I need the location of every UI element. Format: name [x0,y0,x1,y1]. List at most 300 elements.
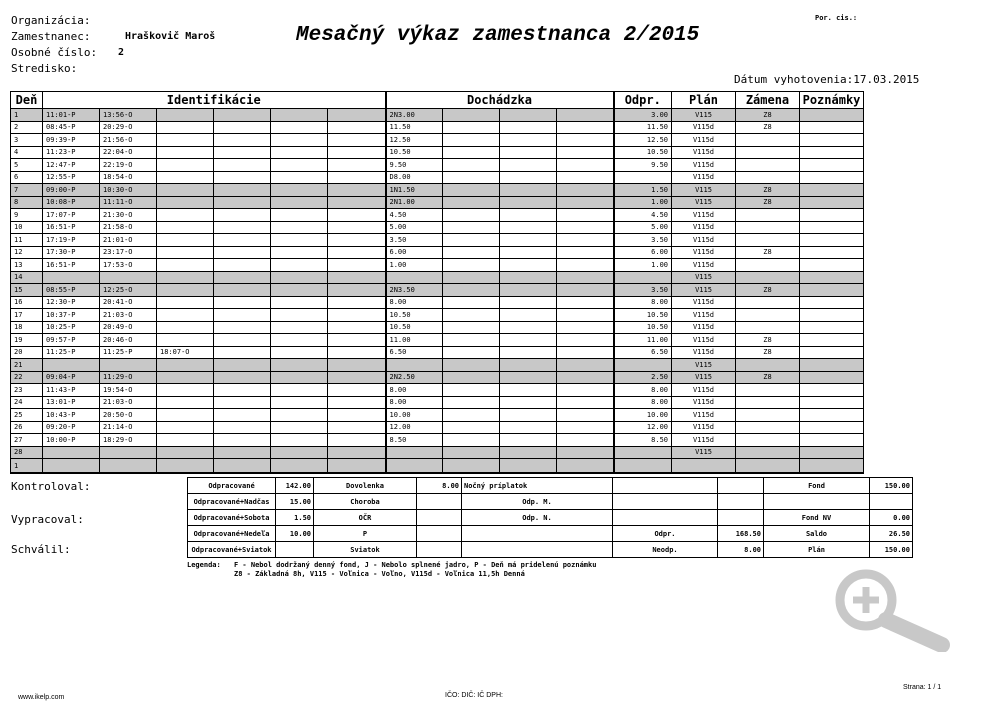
shift-cell: Z8 [736,334,800,347]
plan-cell: V115d [672,434,736,447]
identification-cell: 10:30-O [100,184,157,197]
identification-cell: 17:19-P [43,234,100,247]
identification-cell [328,234,386,247]
attendance-cell [557,296,614,309]
identification-cell [328,184,386,197]
day-cell: 9 [11,209,43,222]
attendance-cell: 6.50 [386,346,443,359]
attendance-cell [443,146,500,159]
day-cell: 18 [11,321,43,334]
plan-cell: V115 [672,184,736,197]
sum-odp-m-label: Odp. M. [462,494,613,510]
attendance-cell [557,396,614,409]
day-cell: 2 [11,121,43,134]
identification-cell: 21:56-O [100,134,157,147]
attendance-cell: 12.00 [386,421,443,434]
notes-cell [800,434,864,447]
identification-cell [328,309,386,322]
attendance-cell [557,334,614,347]
identification-cell [271,146,328,159]
attendance-cell [500,334,557,347]
plan-cell: V115 [672,359,736,372]
identification-cell [157,384,214,397]
day-cell: 11 [11,234,43,247]
attendance-cell [443,246,500,259]
identification-cell [157,446,214,459]
identification-cell [214,434,271,447]
identification-cell [271,434,328,447]
zoom-in-icon[interactable] [832,567,952,656]
table-row [11,359,864,372]
attendance-cell: 8.00 [386,396,443,409]
attendance-cell [557,371,614,384]
attendance-cell [500,196,557,209]
identification-cell [328,359,386,372]
attendance-cell: 2N3.00 [386,109,443,122]
identification-cell [43,271,100,284]
identification-cell: 13:56-O [100,109,157,122]
day-cell: 16 [11,296,43,309]
day-cell: 15 [11,284,43,297]
attendance-cell [443,309,500,322]
plan-cell: V115d [672,346,736,359]
identification-cell: 09:04-P [43,371,100,384]
notes-cell [800,459,864,474]
worked-cell: 10.50 [614,146,672,159]
attendance-cell [500,371,557,384]
attendance-cell [500,434,557,447]
identification-cell [271,384,328,397]
identification-cell [100,271,157,284]
attendance-cell: 2N1.00 [386,196,443,209]
shift-cell [736,384,800,397]
notes-cell [800,196,864,209]
attendance-cell: 12.50 [386,134,443,147]
notes-cell [800,246,864,259]
identification-cell: 11:23-P [43,146,100,159]
shift-cell [736,209,800,222]
attendance-cell [500,409,557,422]
attendance-cell [557,134,614,147]
attendance-cell [443,209,500,222]
identification-cell [214,346,271,359]
plan-cell: V115 [672,196,736,209]
attendance-cell [443,396,500,409]
identification-cell [214,421,271,434]
identification-cell: 17:07-P [43,209,100,222]
worked-cell: 6.50 [614,346,672,359]
identification-cell [271,209,328,222]
shift-cell: Z8 [736,284,800,297]
attendance-cell [500,184,557,197]
identification-cell [214,184,271,197]
attendance-cell [443,384,500,397]
sum-saldo: 26.50 [870,526,913,542]
day-cell: 14 [11,271,43,284]
attendance-cell [443,446,500,459]
identification-cell [157,109,214,122]
table-row [11,259,864,272]
col-identification: Identifikácie [43,92,386,109]
personal-no: 2 [118,47,125,58]
identification-cell: 13:01-P [43,396,100,409]
worked-cell: 3.00 [614,109,672,122]
identification-cell [271,446,328,459]
attendance-cell [443,346,500,359]
shift-cell: Z8 [736,346,800,359]
identification-cell [271,409,328,422]
worked-cell: 8.00 [614,296,672,309]
center-label: Stredisko: [11,62,78,75]
notes-cell [800,309,864,322]
attendance-cell [557,421,614,434]
footer-page: Strana: 1 / 1 [903,684,942,691]
identification-cell [328,209,386,222]
shift-cell [736,396,800,409]
attendance-cell [443,459,500,474]
table-row [11,409,864,422]
attendance-cell [443,321,500,334]
attendance-cell [500,171,557,184]
attendance-cell [557,321,614,334]
shift-cell: Z8 [736,371,800,384]
worked-cell: 3.50 [614,234,672,247]
attendance-cell: 2N2.50 [386,371,443,384]
identification-cell [157,259,214,272]
worked-cell [614,459,672,474]
attendance-cell: 4.50 [386,209,443,222]
attendance-cell [500,134,557,147]
summary-row [188,510,913,526]
attendance-cell [500,259,557,272]
attendance-cell [443,259,500,272]
attendance-cell [386,446,443,459]
plan-cell: V115d [672,146,736,159]
attendance-cell [557,184,614,197]
sum-saturday-label: Odpracované+Sobota [188,510,276,526]
worked-cell [614,446,672,459]
attendance-cell: 2N3.50 [386,284,443,297]
sum-saturday: 1.50 [276,510,314,526]
legend-label: Legenda: [187,561,221,569]
table-row [11,196,864,209]
notes-cell [800,134,864,147]
identification-cell [271,259,328,272]
identification-cell [271,221,328,234]
plan-cell: V115d [672,221,736,234]
table-row [11,346,864,359]
day-cell: 13 [11,259,43,272]
identification-cell: 22:04-O [100,146,157,159]
identification-cell [328,171,386,184]
shift-cell: Z8 [736,109,800,122]
identification-cell [214,321,271,334]
identification-cell [214,396,271,409]
identification-cell [328,284,386,297]
attendance-cell [500,146,557,159]
identification-cell: 21:03-O [100,396,157,409]
sum-holiday-label: Sviatok [314,542,417,558]
identification-cell [214,446,271,459]
identification-cell: 09:57-P [43,334,100,347]
attendance-cell [500,321,557,334]
notes-cell [800,159,864,172]
personal-no-label: Osobné číslo: [11,46,98,59]
identification-cell [214,159,271,172]
plan-cell: V115d [672,396,736,409]
worked-cell: 8.00 [614,396,672,409]
attendance-cell [386,459,443,474]
identification-cell [43,359,100,372]
attendance-cell [500,396,557,409]
table-row [11,184,864,197]
sum-odpr-label: Odpr. [613,526,718,542]
plan-cell: V115d [672,421,736,434]
notes-cell [800,384,864,397]
identification-cell: 18:29-O [100,434,157,447]
attendance-cell [557,209,614,222]
identification-cell: 17:30-P [43,246,100,259]
identification-cell [157,296,214,309]
attendance-cell [500,359,557,372]
identification-cell [271,396,328,409]
identification-cell [271,459,328,474]
identification-cell [214,146,271,159]
day-cell: 28 [11,446,43,459]
plan-cell: V115d [672,409,736,422]
notes-cell [800,284,864,297]
attendance-table [10,91,864,474]
sum-worked: 142.00 [276,478,314,494]
attendance-cell [500,459,557,474]
identification-cell [214,309,271,322]
attendance-cell [443,296,500,309]
notes-cell [800,146,864,159]
notes-cell [800,371,864,384]
sum-vacation-label: Dovolenka [314,478,417,494]
sum-plan: 150.00 [870,542,913,558]
shift-cell: Z8 [736,184,800,197]
plan-cell: V115d [672,121,736,134]
day-cell: 26 [11,421,43,434]
identification-cell: 16:51-P [43,221,100,234]
table-row [11,209,864,222]
attendance-cell: 8.00 [386,384,443,397]
worked-cell: 12.50 [614,134,672,147]
sum-fond: 150.00 [870,478,913,494]
identification-cell [328,396,386,409]
identification-cell: 20:29-O [100,121,157,134]
identification-cell [214,221,271,234]
attendance-cell [557,234,614,247]
plan-cell: V115d [672,234,736,247]
sum-p-label: P [314,526,417,542]
col-plan: Plán [672,92,736,109]
identification-cell [214,109,271,122]
identification-cell [157,159,214,172]
shift-cell [736,146,800,159]
attendance-cell: 10.00 [386,409,443,422]
table-row [11,284,864,297]
identification-cell [328,134,386,147]
identification-cell: 22:19-O [100,159,157,172]
identification-cell [214,409,271,422]
plan-cell: V115 [672,109,736,122]
shift-cell: Z8 [736,246,800,259]
identification-cell [328,159,386,172]
attendance-cell [443,121,500,134]
sum-sunday: 10.00 [276,526,314,542]
identification-cell: 10:37-P [43,309,100,322]
attendance-cell: 1N1.50 [386,184,443,197]
worked-cell: 2.50 [614,371,672,384]
attendance-cell [443,359,500,372]
day-cell: 23 [11,384,43,397]
identification-cell: 11:29-O [100,371,157,384]
attendance-cell: 3.50 [386,234,443,247]
worked-cell: 4.50 [614,209,672,222]
sum-odpr: 168.50 [718,526,764,542]
notes-cell [800,334,864,347]
table-row [11,309,864,322]
attendance-cell [443,196,500,209]
plan-cell: V115d [672,334,736,347]
identification-cell: 11:01-P [43,109,100,122]
identification-cell: 11:25-P [43,346,100,359]
identification-cell [157,459,214,474]
identification-cell [328,246,386,259]
attendance-cell [557,109,614,122]
plan-cell: V115d [672,321,736,334]
attendance-cell [443,171,500,184]
identification-cell: 10:43-P [43,409,100,422]
shift-cell [736,234,800,247]
plan-cell: V115d [672,246,736,259]
identification-cell: 12:47-P [43,159,100,172]
identification-cell [328,271,386,284]
attendance-cell [443,434,500,447]
plan-cell: V115 [672,446,736,459]
day-cell: 5 [11,159,43,172]
notes-cell [800,346,864,359]
identification-cell [157,371,214,384]
worked-cell: 1.50 [614,184,672,197]
attendance-cell [443,284,500,297]
legend-line-1: F - Nebol dodržaný denný fond, J - Nebolo splnené jadro, P - Deň má pridelenú poznámku [234,561,597,569]
plan-cell [672,459,736,474]
day-cell: 25 [11,409,43,422]
attendance-cell: 1.00 [386,259,443,272]
worked-cell: 1.00 [614,196,672,209]
col-worked: Odpr. [614,92,672,109]
identification-cell [271,321,328,334]
table-row [11,171,864,184]
sum-plan-label: Plán [764,542,870,558]
worked-cell: 10.00 [614,409,672,422]
worked-cell [614,359,672,372]
identification-cell [43,446,100,459]
col-attendance: Dochádzka [386,92,614,109]
identification-cell [157,359,214,372]
identification-cell: 20:50-O [100,409,157,422]
attendance-cell [500,421,557,434]
plan-cell: V115d [672,134,736,147]
col-shift: Zámena [736,92,800,109]
worked-cell: 10.50 [614,321,672,334]
identification-cell [271,334,328,347]
sum-saldo-label: Saldo [764,526,870,542]
attendance-cell [557,409,614,422]
table-row [11,159,864,172]
sum-fond-nv: 0.00 [870,510,913,526]
attendance-cell [557,346,614,359]
created-date: Dátum vyhotovenia:17.03.2015 [734,73,920,86]
identification-cell [157,134,214,147]
shift-cell [736,434,800,447]
attendance-cell [443,184,500,197]
attendance-cell [557,384,614,397]
day-cell: 7 [11,184,43,197]
shift-cell [736,309,800,322]
sum-neodp-label: Neodp. [613,542,718,558]
employee-label: Zamestnanec: [11,30,91,43]
identification-cell: 12:30-P [43,296,100,309]
summary-row [188,494,913,510]
shift-cell [736,171,800,184]
worked-cell [614,271,672,284]
attendance-cell: D8.00 [386,171,443,184]
sum-fond-label: Fond [764,478,870,494]
day-cell: 1 [11,109,43,122]
identification-cell [100,359,157,372]
attendance-cell [500,384,557,397]
employee-name: Hraškovič Maroš [125,31,216,42]
attendance-cell [443,109,500,122]
identification-cell: 21:58-O [100,221,157,234]
identification-cell [271,271,328,284]
identification-cell [157,196,214,209]
plan-cell: V115d [672,296,736,309]
attendance-cell: 9.50 [386,159,443,172]
identification-cell [328,446,386,459]
attendance-cell: 10.50 [386,146,443,159]
shift-cell [736,359,800,372]
identification-cell [100,459,157,474]
identification-cell [157,184,214,197]
notes-cell [800,259,864,272]
identification-cell [328,371,386,384]
approved-label: Schválil: [11,543,71,556]
identification-cell [328,221,386,234]
attendance-cell [443,234,500,247]
table-row [11,296,864,309]
worked-cell: 9.50 [614,159,672,172]
attendance-cell [557,284,614,297]
table-row [11,446,864,459]
identification-cell [328,296,386,309]
shift-cell [736,134,800,147]
notes-cell [800,359,864,372]
table-row [11,459,864,474]
shift-cell [736,271,800,284]
prepared-label: Vypracoval: [11,513,84,526]
org-label: Organizácia: [11,14,91,27]
identification-cell [271,171,328,184]
identification-cell: 17:53-O [100,259,157,272]
identification-cell: 12:55-P [43,171,100,184]
attendance-cell [557,271,614,284]
attendance-cell [500,271,557,284]
